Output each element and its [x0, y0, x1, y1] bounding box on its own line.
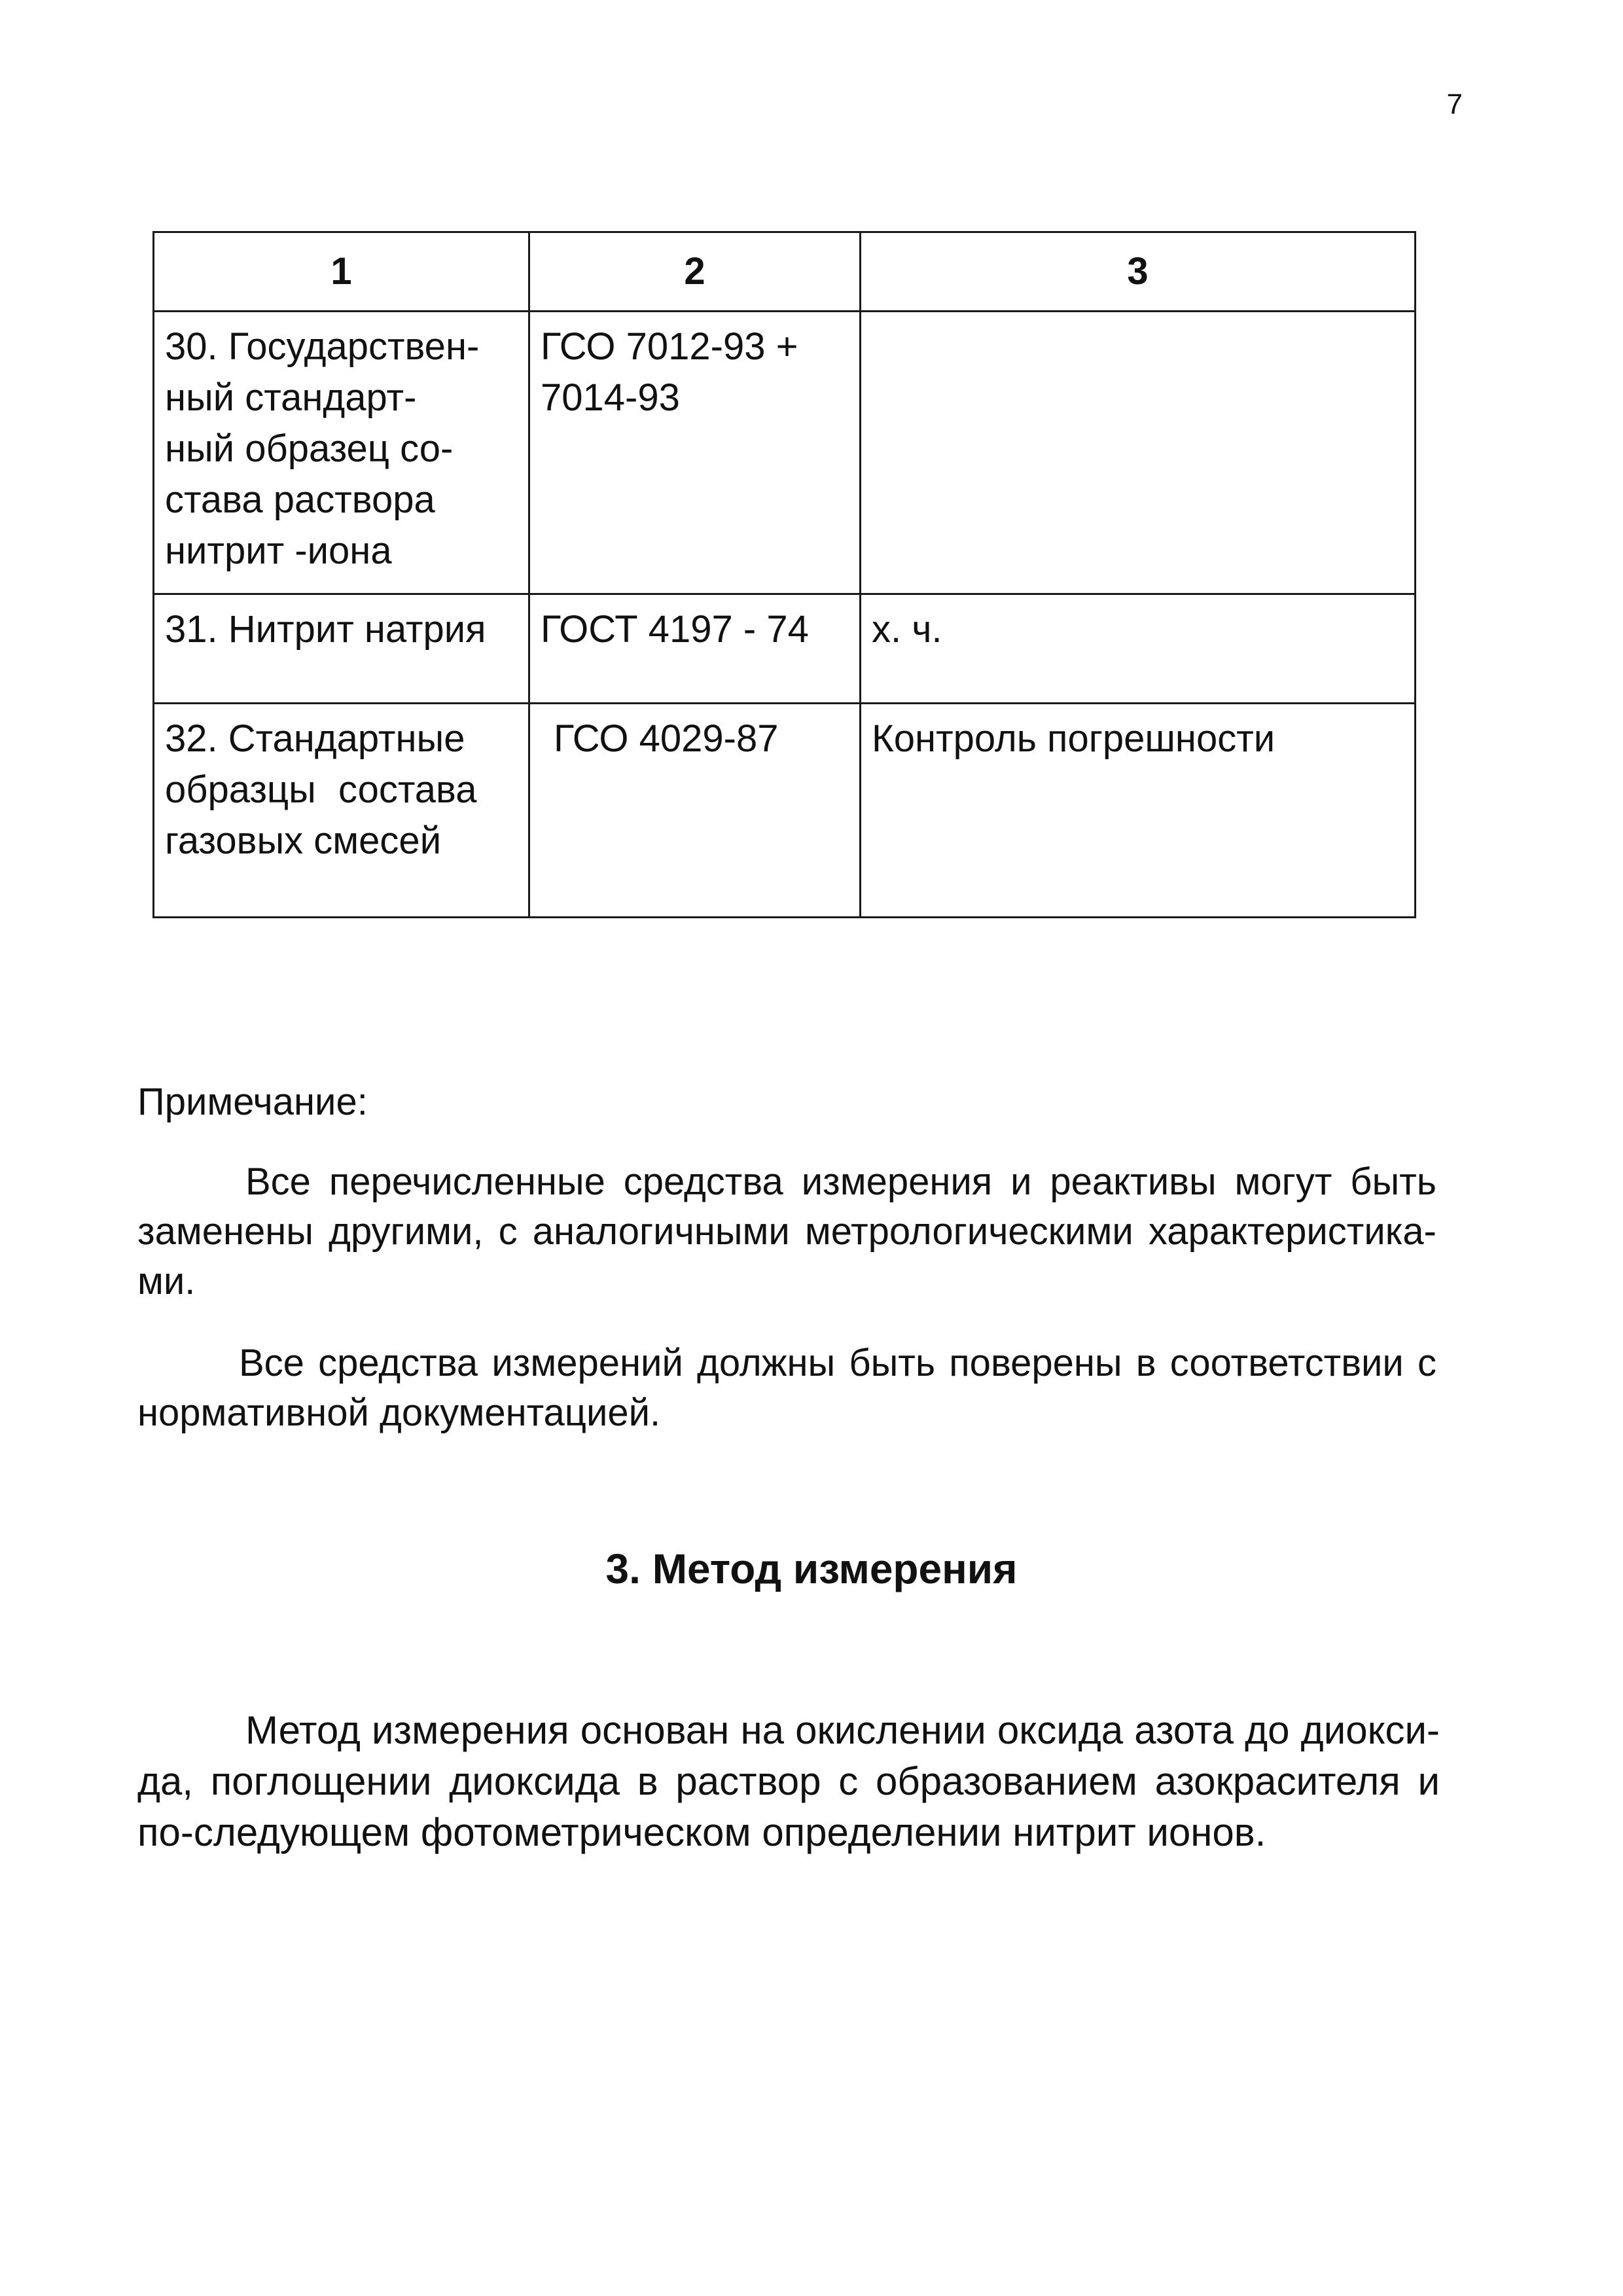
reagent-standard: ГСО 4029-87 — [554, 717, 779, 760]
reagent-name-line: газовых смесей — [165, 819, 442, 862]
note-title: Примечание: — [137, 1081, 368, 1123]
note-paragraph: Все средства измерений должны быть поверены в соответствии с нормативной документацией. — [137, 1342, 1436, 1434]
reagent-name-line-text: 32. Стандартные — [165, 717, 465, 760]
reagent-note: х. ч. — [872, 608, 942, 651]
reagent-name-line: образцы состава — [165, 768, 477, 811]
table-header-cell: 1 — [154, 232, 529, 312]
table-row — [154, 312, 1416, 594]
table-cell — [861, 312, 1416, 594]
reagent-name-line — [165, 713, 518, 764]
reagent-standard: ГСО 7012-93 + 7014-93 — [541, 325, 798, 419]
table-row — [154, 594, 1416, 704]
note-paragraph: Все перечисленные средства измерения и реактивы могут быть заменены другими, с аналогичными метрологическими характеристика-ми. — [137, 1160, 1436, 1302]
table-cell — [154, 594, 529, 704]
table-row — [154, 704, 1416, 918]
table-cell — [529, 312, 861, 594]
table-cell — [154, 704, 529, 918]
reagent-standard: ГОСТ 4197 - 74 — [541, 608, 809, 651]
table-header-cell: 2 — [529, 232, 861, 312]
section-heading: 3. Метод измерения — [605, 1545, 1018, 1592]
reagent-name: 30. Государствен- ный стандарт- ный образец со- става раствора нитрит -иона — [165, 325, 480, 572]
reagent-name: 31. Нитрит натрия — [165, 608, 486, 651]
table-cell — [529, 594, 861, 704]
table-header-cell: 3 — [861, 232, 1416, 312]
table-cell — [861, 594, 1416, 704]
table-cell — [529, 704, 861, 918]
reagent-note: Контроль погрешности — [872, 717, 1275, 760]
method-paragraph: Метод измерения основан на окислении оксида азота до диокси-да, поглощении диоксида в раствор с образованием азокрасителя и по-следующем фотометрическом определении нитрит ионов. — [137, 1708, 1440, 1854]
page-number: 7 — [1446, 88, 1463, 120]
table-cell — [861, 704, 1416, 918]
table-header-row — [154, 232, 1416, 312]
table-cell — [154, 312, 529, 594]
reagents-table — [152, 231, 1416, 918]
